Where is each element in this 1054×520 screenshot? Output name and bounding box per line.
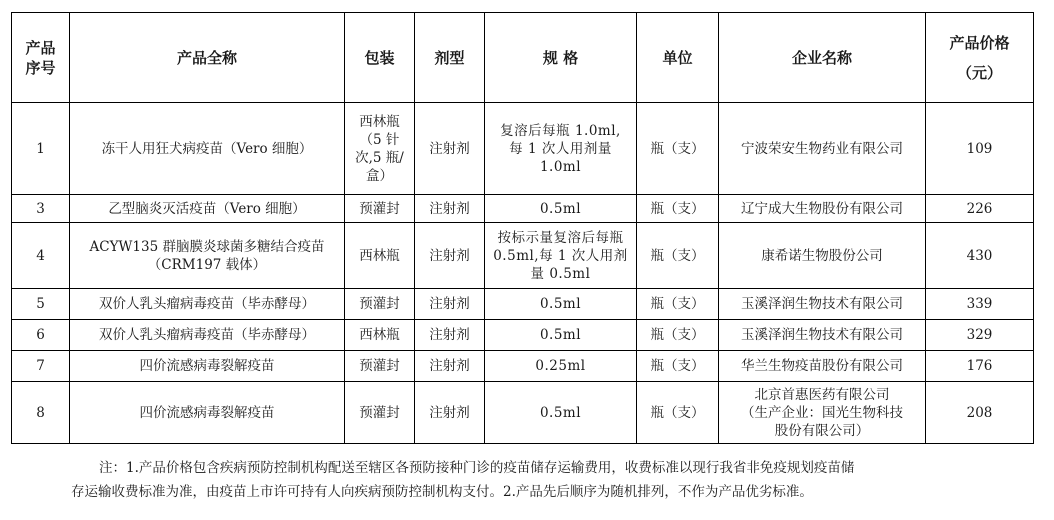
cell-form: 注射剂 <box>415 195 485 223</box>
cell-unit: 瓶（支） <box>637 320 719 351</box>
cell-pack: 预灌封 <box>345 382 415 444</box>
header-row <box>12 13 1034 103</box>
cell-unit: 瓶（支） <box>637 351 719 382</box>
cell-name: 双价人乳头瘤病毒疫苗（毕赤酵母） <box>70 320 345 351</box>
cell-price: 176 <box>926 351 1034 382</box>
cell-price: 339 <box>926 289 1034 320</box>
cell-company: 华兰生物疫苗股份有限公司 <box>719 351 926 382</box>
cell-price: 430 <box>926 223 1034 289</box>
cell-spec: 0.5ml <box>485 320 637 351</box>
cell-no: 1 <box>12 103 70 195</box>
cell-form: 注射剂 <box>415 351 485 382</box>
cell-pack: 西林瓶 <box>345 320 415 351</box>
price-table-container <box>11 12 1034 444</box>
header-spec: 规 格 <box>485 13 637 103</box>
footnote-line-1: 注：1.产品价格包含疾病预防控制机构配送至辖区各预防接种门诊的疫苗储存运输费用，收费标准以现行我省非免疫规划疫苗储 <box>99 460 855 476</box>
footnote-line-2: 存运输收费标准为准，由疫苗上市许可持有人向疾病预防控制机构支付。2.产品先后顺序为随机排列，不作为产品优劣标准。 <box>71 484 813 500</box>
vaccine-price-table <box>11 12 1034 444</box>
cell-no: 8 <box>12 382 70 444</box>
cell-form: 注射剂 <box>415 382 485 444</box>
cell-name: 乙型脑炎灭活疫苗（Vero 细胞） <box>70 195 345 223</box>
cell-pack: 预灌封 <box>345 289 415 320</box>
footnote <box>11 456 1041 504</box>
table-row <box>12 223 1034 289</box>
cell-company: 康希诺生物股份公司 <box>719 223 926 289</box>
cell-company: 辽宁成大生物股份有限公司 <box>719 195 926 223</box>
table-row <box>12 289 1034 320</box>
cell-no: 6 <box>12 320 70 351</box>
header-unit: 单位 <box>637 13 719 103</box>
table-row <box>12 351 1034 382</box>
cell-form: 注射剂 <box>415 289 485 320</box>
cell-price: 329 <box>926 320 1034 351</box>
cell-no: 5 <box>12 289 70 320</box>
header-no: 产品 序号 <box>12 13 70 103</box>
cell-pack: 西林瓶 <box>345 223 415 289</box>
cell-company: 玉溪泽润生物技术有限公司 <box>719 289 926 320</box>
cell-spec: 复溶后每瓶 1.0ml, 每 1 次人用剂量 1.0ml <box>485 103 637 195</box>
cell-company: 玉溪泽润生物技术有限公司 <box>719 320 926 351</box>
cell-unit: 瓶（支） <box>637 223 719 289</box>
cell-form: 注射剂 <box>415 103 485 195</box>
cell-name: 四价流感病毒裂解疫苗 <box>70 351 345 382</box>
table-row <box>12 103 1034 195</box>
header-company: 企业名称 <box>719 13 926 103</box>
cell-unit: 瓶（支） <box>637 103 719 195</box>
cell-price: 109 <box>926 103 1034 195</box>
cell-pack: 预灌封 <box>345 195 415 223</box>
header-price: 产品价格 （元） <box>926 13 1034 103</box>
cell-name: 冻干人用狂犬病疫苗（Vero 细胞） <box>70 103 345 195</box>
cell-name: 四价流感病毒裂解疫苗 <box>70 382 345 444</box>
cell-pack: 预灌封 <box>345 351 415 382</box>
table-row <box>12 320 1034 351</box>
cell-price: 226 <box>926 195 1034 223</box>
cell-spec: 0.25ml <box>485 351 637 382</box>
cell-company: 宁波荣安生物药业有限公司 <box>719 103 926 195</box>
table-row <box>12 195 1034 223</box>
cell-form: 注射剂 <box>415 320 485 351</box>
cell-no: 4 <box>12 223 70 289</box>
cell-company: 北京首惠医药有限公司 （生产企业：国光生物科技 股份有限公司） <box>719 382 926 444</box>
cell-unit: 瓶（支） <box>637 195 719 223</box>
cell-unit: 瓶（支） <box>637 289 719 320</box>
header-form: 剂型 <box>415 13 485 103</box>
cell-no: 3 <box>12 195 70 223</box>
cell-price: 208 <box>926 382 1034 444</box>
cell-spec: 按标示量复溶后每瓶 0.5ml,每 1 次人用剂 量 0.5ml <box>485 223 637 289</box>
cell-spec: 0.5ml <box>485 289 637 320</box>
cell-unit: 瓶（支） <box>637 382 719 444</box>
table-row <box>12 382 1034 444</box>
cell-name: 双价人乳头瘤病毒疫苗（毕赤酵母） <box>70 289 345 320</box>
cell-pack: 西林瓶 （5 针 次,5 瓶/ 盒） <box>345 103 415 195</box>
header-pack: 包装 <box>345 13 415 103</box>
cell-spec: 0.5ml <box>485 195 637 223</box>
header-name: 产品全称 <box>70 13 345 103</box>
cell-name: ACYW135 群脑膜炎球菌多糖结合疫苗 （CRM197 载体） <box>70 223 345 289</box>
cell-no: 7 <box>12 351 70 382</box>
cell-spec: 0.5ml <box>485 382 637 444</box>
cell-form: 注射剂 <box>415 223 485 289</box>
